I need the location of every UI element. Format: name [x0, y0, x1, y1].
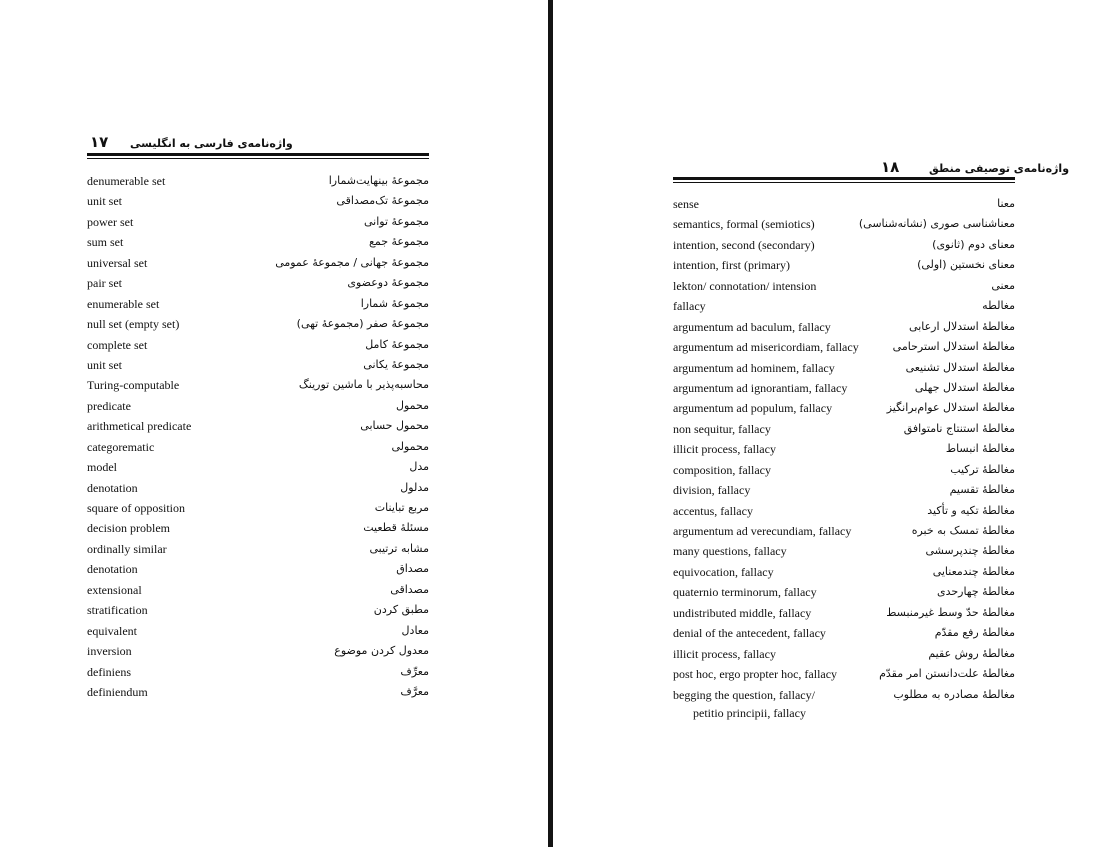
- persian-term: مغالطهٔ ترکیب: [950, 462, 1015, 476]
- glossary-entry: [673, 235, 1015, 255]
- persian-term: مغالطهٔ حدّ وسط غیرمنبسط: [886, 605, 1015, 619]
- persian-term: مجموعهٔ جمع: [368, 235, 429, 249]
- english-term: equivalent: [87, 623, 137, 638]
- glossary-entry: [673, 664, 1015, 684]
- english-term: fallacy: [673, 299, 706, 314]
- english-term: illicit process, fallacy: [673, 442, 776, 457]
- header-rule-thin: [673, 182, 1015, 183]
- english-term: semantics, formal (semiotics): [673, 217, 815, 232]
- glossary-entry: [673, 255, 1015, 275]
- page-number: ۱۷: [90, 133, 109, 151]
- english-term: null set (empty set): [87, 317, 180, 332]
- english-term: universal set: [87, 255, 148, 270]
- glossary-entry: [673, 623, 1015, 643]
- glossary-entry: [673, 337, 1015, 357]
- glossary-entry: [673, 685, 1015, 720]
- english-term: definiendum: [87, 684, 148, 699]
- english-term: non sequitur, fallacy: [673, 421, 771, 436]
- glossary-entry: [673, 541, 1015, 561]
- glossary-entry: [87, 375, 429, 395]
- english-term: denotation: [87, 562, 138, 577]
- persian-term: معنی: [991, 278, 1015, 292]
- persian-term: مجموعهٔ دوعضوی: [347, 276, 429, 290]
- persian-term: مجموعهٔ توانی: [363, 214, 429, 228]
- persian-term: مجموعهٔ جهانی / مجموعهٔ عمومی: [275, 255, 429, 269]
- english-term: Turing-computable: [87, 378, 180, 393]
- english-term: quaternio terminorum, fallacy: [673, 585, 817, 600]
- english-term: denial of the antecedent, fallacy: [673, 626, 826, 641]
- english-term: division, fallacy: [673, 483, 751, 498]
- english-term: decision problem: [87, 521, 170, 536]
- persian-term: مغالطهٔ استدلال عوام‌برانگیز: [886, 401, 1015, 415]
- english-term: intention, second (secondary): [673, 237, 815, 252]
- persian-term: مغالطهٔ استنتاج نامتوافق: [903, 421, 1015, 435]
- english-term: intention, first (primary): [673, 258, 790, 273]
- persian-term: مغالطهٔ تقسیم: [949, 483, 1015, 497]
- english-term: definiens: [87, 664, 131, 679]
- glossary-entry: [673, 276, 1015, 296]
- glossary-entry: [673, 439, 1015, 459]
- persian-term: معنا: [997, 197, 1015, 210]
- english-term: composition, fallacy: [673, 462, 771, 477]
- glossary-entry: [87, 232, 429, 252]
- glossary-entry: [673, 398, 1015, 418]
- glossary-entry: [673, 214, 1015, 234]
- header-rule-thick: [87, 153, 429, 156]
- english-term: complete set: [87, 337, 148, 352]
- english-term: sense: [673, 197, 699, 211]
- glossary-entry: [87, 559, 429, 579]
- glossary-entry: [87, 478, 429, 498]
- persian-term: معادل: [401, 623, 429, 637]
- english-term: pair set: [87, 276, 122, 291]
- glossary-entry: [673, 582, 1015, 602]
- glossary-entry: [87, 580, 429, 600]
- glossary-entry: [87, 416, 429, 436]
- english-term: denumerable set: [87, 174, 166, 188]
- glossary-entry: [87, 273, 429, 293]
- english-term: extensional: [87, 582, 142, 597]
- persian-term: محمولی: [391, 439, 429, 453]
- english-term: stratification: [87, 603, 148, 618]
- glossary-entry: [673, 317, 1015, 337]
- persian-term: مسئلهٔ قطعیت: [363, 521, 429, 535]
- glossary-entry: [673, 358, 1015, 378]
- english-term: unit set: [87, 357, 122, 372]
- english-term: equivocation, fallacy: [673, 564, 774, 579]
- glossary-entry: [87, 191, 429, 211]
- glossary-entry: [87, 621, 429, 641]
- english-term: post hoc, ergo propter hoc, fallacy: [673, 667, 838, 682]
- persian-term: محمول: [395, 398, 429, 412]
- persian-term: مغالطهٔ علت‌دانستن امر مقدّم: [879, 667, 1015, 681]
- persian-term: مغالطهٔ استدلال جهلی: [914, 380, 1015, 394]
- english-term: denotation: [87, 480, 138, 495]
- glossary-entry: [673, 194, 1015, 214]
- persian-term: مغالطهٔ استدلال ارعابی: [909, 319, 1015, 333]
- english-term: argumentum ad hominem, fallacy: [673, 360, 835, 375]
- persian-term: مدل: [409, 460, 429, 474]
- english-term: begging the question, fallacy/: [673, 687, 815, 702]
- glossary-entry: [87, 498, 429, 518]
- persian-term: مغالطهٔ استدلال تشنیعی: [905, 360, 1015, 374]
- english-term: argumentum ad populum, fallacy: [673, 401, 833, 416]
- persian-term: مغالطهٔ انبساط: [945, 442, 1015, 456]
- persian-term: مغالطهٔ روش عقیم: [928, 646, 1015, 660]
- glossary-entry: [673, 644, 1015, 664]
- left-page: [0, 0, 548, 847]
- glossary-entry: [87, 212, 429, 232]
- persian-term: مغالطهٔ رفع مقدّم: [934, 626, 1015, 640]
- persian-term: مجموعهٔ تک‌مصداقی: [336, 194, 429, 208]
- persian-term: معنای دوم (ثانوی): [932, 237, 1015, 251]
- glossary-entry: [673, 501, 1015, 521]
- persian-term: مربع تباینات: [374, 501, 429, 514]
- persian-term: معرَّف: [400, 684, 429, 698]
- english-term: arithmetical predicate: [87, 419, 192, 434]
- glossary-entry: [87, 355, 429, 375]
- persian-term: مغالطهٔ چندمعنایی: [932, 564, 1015, 578]
- english-term: unit set: [87, 194, 122, 209]
- right-page-header: [881, 158, 1069, 176]
- english-term: predicate: [87, 398, 131, 413]
- persian-term: مغالطهٔ چندپرسشی: [925, 544, 1015, 558]
- persian-term: معدول کردن موضوع: [334, 644, 429, 658]
- running-title: واژه‌نامه‌ی فارسی به انگلیسی: [130, 137, 293, 150]
- persian-term: مصداق: [396, 562, 429, 576]
- persian-term: معناشناسی صوری (نشانه‌شناسی): [858, 217, 1015, 231]
- glossary-entry: [673, 419, 1015, 439]
- glossary-entry: [87, 171, 429, 191]
- glossary-entry: [673, 562, 1015, 582]
- glossary-entry: [87, 457, 429, 477]
- english-term: accentus, fallacy: [673, 503, 753, 518]
- left-page-header: [90, 133, 293, 151]
- english-term: argumentum ad baculum, fallacy: [673, 319, 831, 334]
- english-term: power set: [87, 214, 134, 229]
- persian-term: مغالطه: [982, 299, 1015, 313]
- glossary-entry: [87, 682, 429, 702]
- glossary-entry: [673, 480, 1015, 500]
- glossary-entry: [673, 378, 1015, 398]
- page-number: ۱۸: [881, 158, 900, 176]
- glossary-entry: [87, 396, 429, 416]
- glossary-entry: [87, 662, 429, 682]
- persian-term: مغالطهٔ استدلال استرحامی: [892, 340, 1015, 354]
- english-term: undistributed middle, fallacy: [673, 605, 812, 620]
- glossary-entry: [87, 314, 429, 334]
- persian-term: محاسبه‌پذیر با ماشین تورینگ: [298, 378, 429, 392]
- english-term: square of opposition: [87, 501, 185, 515]
- header-rule-thin: [87, 158, 429, 159]
- glossary-entry: [87, 294, 429, 314]
- glossary-list-left: [87, 171, 429, 702]
- running-title: واژه‌نامه‌ی توصیفی منطق: [929, 162, 1070, 175]
- glossary-list-right: [673, 194, 1015, 720]
- persian-term: مغالطهٔ چهارحدی: [936, 585, 1015, 599]
- glossary-entry: [87, 641, 429, 661]
- right-page: [553, 0, 1103, 847]
- persian-term: معنای نخستین (اولی): [917, 258, 1015, 272]
- english-term: argumentum ad ignorantiam, fallacy: [673, 380, 848, 395]
- english-term: model: [87, 460, 117, 475]
- persian-term: مجموعهٔ کامل: [365, 337, 429, 351]
- glossary-entry: [673, 603, 1015, 623]
- glossary-entry: [673, 460, 1015, 480]
- persian-term: مغالطهٔ مصادره به مطلوب: [893, 687, 1015, 701]
- glossary-entry: [87, 600, 429, 620]
- persian-term: مجموعهٔ یکانی: [363, 357, 429, 371]
- english-term: enumerable set: [87, 296, 160, 311]
- persian-term: مغالطهٔ تمسک به خبره: [911, 524, 1015, 537]
- english-term: categorematic: [87, 439, 155, 454]
- header-rule-thick: [673, 177, 1015, 180]
- persian-term: مجموعهٔ شمارا: [360, 296, 429, 310]
- glossary-entry: [87, 253, 429, 273]
- english-term: argumentum ad misericordiam, fallacy: [673, 340, 859, 355]
- english-term: inversion: [87, 644, 132, 659]
- persian-term: مغالطهٔ تکیه و تأکید: [927, 503, 1015, 517]
- english-term: lekton/ connotation/ intension: [673, 278, 817, 293]
- persian-term: مجموعهٔ صفر (مجموعهٔ تهی): [296, 317, 429, 331]
- persian-term: معرِّف: [400, 664, 429, 678]
- persian-term: مشابه ترتیبی: [369, 541, 429, 555]
- english-term: sum set: [87, 235, 124, 250]
- glossary-entry: [673, 521, 1015, 541]
- english-term: ordinally similar: [87, 541, 167, 556]
- glossary-entry: [673, 296, 1015, 316]
- english-term-continuation: petitio principii, fallacy: [693, 705, 806, 720]
- glossary-entry: [87, 335, 429, 355]
- glossary-entry: [87, 518, 429, 538]
- persian-term: مجموعهٔ بینهایت‌شمارا: [328, 174, 429, 187]
- english-term: many questions, fallacy: [673, 544, 787, 559]
- persian-term: مطبق کردن: [373, 603, 429, 617]
- persian-term: مدلول: [400, 480, 429, 494]
- glossary-entry: [87, 539, 429, 559]
- english-term: illicit process, fallacy: [673, 646, 776, 661]
- english-term: argumentum ad verecundiam, fallacy: [673, 524, 852, 538]
- glossary-entry: [87, 437, 429, 457]
- persian-term: محمول حسابی: [360, 419, 429, 433]
- persian-term: مصداقی: [390, 582, 429, 596]
